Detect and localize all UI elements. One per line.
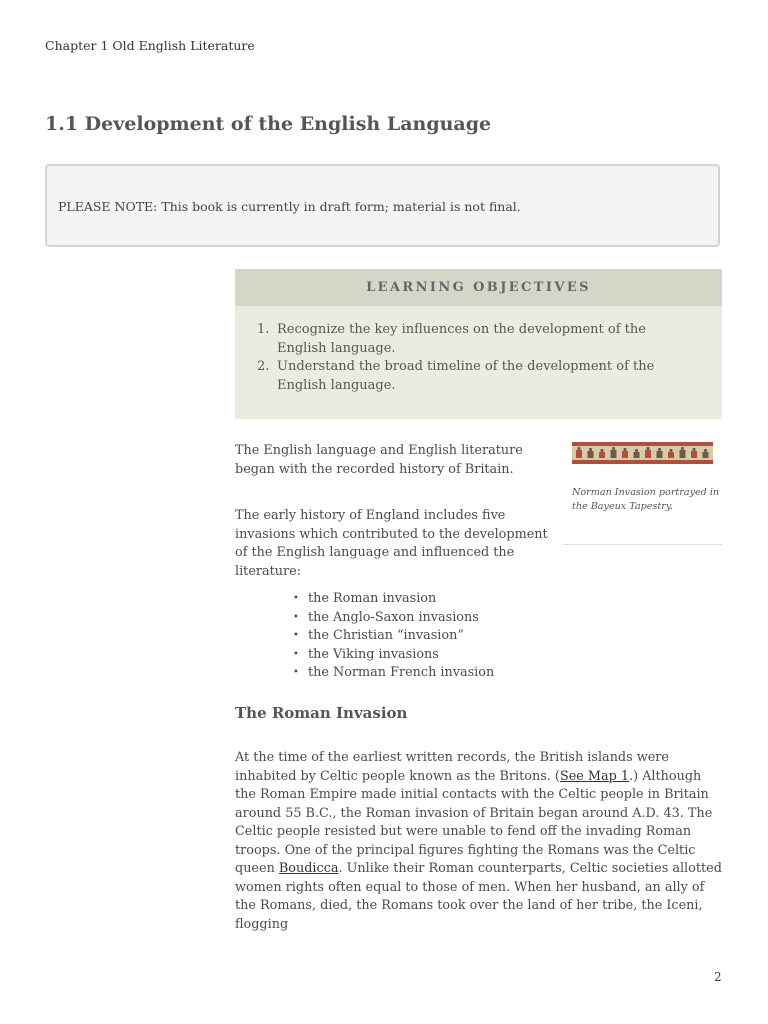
bayeux-figure xyxy=(563,440,722,545)
list-item-text: the Anglo-Saxon invasions xyxy=(308,609,479,625)
paragraph-text: . Unlike their Roman counterparts, Celtic societies allotted women rights often equal to those of men. When her husband, an ally of the Romans, died, the Romans took over the land of her tribe, the Iceni, flogging xyxy=(235,861,722,932)
tapestry-figure-head xyxy=(600,449,603,452)
tapestry-figure xyxy=(588,451,594,458)
paragraph-text: At the time of the earliest written records, the British islands were inhabited by Celtic people known as the Britons. ( xyxy=(235,750,669,784)
list-item-text: the Viking invasions xyxy=(308,646,439,662)
draft-note-box xyxy=(45,164,720,247)
tapestry-figure xyxy=(611,450,617,458)
roman-invasion-heading: The Roman Invasion xyxy=(235,704,408,722)
bullet-icon: • xyxy=(293,648,299,660)
tapestry-figure xyxy=(599,452,605,458)
boudicca-link[interactable]: Boudicca xyxy=(278,861,339,876)
figure-caption: Norman Invasion portrayed in the Bayeux Tapestry. xyxy=(572,487,720,512)
learning-objective-text: Recognize the key influences on the development of the English language. xyxy=(277,322,646,356)
list-item-text: the Christian “invasion” xyxy=(308,628,464,643)
tapestry-figure-head xyxy=(589,448,592,451)
tapestry-figure-head xyxy=(623,448,626,451)
learning-objective-item xyxy=(255,358,675,395)
learning-objective-text: Understand the broad timeline of the development of the English language. xyxy=(277,359,655,393)
roman-invasion-paragraph xyxy=(235,749,725,934)
learning-objectives-heading: LEARNING OBJECTIVES xyxy=(235,269,722,306)
list-item-text: the Roman invasion xyxy=(308,591,437,606)
paragraph-text: .) Although the Roman Empire made initial contacts with the Celtic people in Britain around 55 B.C., the Roman invasion of Britain began around A.D. 43. The Celtic people resisted but were unable to fend off the invading Roman troops. One of the principal figures fighting the Romans was the Celtic queen xyxy=(235,768,713,876)
tapestry-figure xyxy=(622,451,628,458)
tapestry-figure xyxy=(645,450,651,458)
tapestry-figure-head xyxy=(658,448,661,451)
list-item-text: the Norman French invasion xyxy=(308,665,495,680)
list-item xyxy=(293,609,494,628)
tapestry-figure xyxy=(576,450,582,458)
tapestry-figure-head xyxy=(692,448,695,451)
tapestry-figure-head xyxy=(612,447,615,450)
bayeux-tapestry-image[interactable] xyxy=(572,442,713,464)
bullet-icon: • xyxy=(293,611,299,623)
learning-objectives-box xyxy=(235,269,722,419)
running-head: Chapter 1 Old English Literature xyxy=(45,38,255,53)
invasions-list xyxy=(293,590,494,683)
section-title: 1.1 Development of the English Language xyxy=(45,113,492,135)
tapestry-figure xyxy=(668,452,674,458)
tapestry-figure xyxy=(680,450,686,458)
learning-objective-item xyxy=(255,321,675,358)
tapestry-figure-head xyxy=(704,449,707,452)
tapestry-figure-head xyxy=(681,447,684,450)
list-item xyxy=(293,646,494,665)
tapestry-figure-head xyxy=(669,449,672,452)
learning-objective-number: 1. xyxy=(257,322,270,337)
tapestry-figure xyxy=(703,452,709,458)
list-item xyxy=(293,627,494,646)
see-map-1-link[interactable]: See Map 1 xyxy=(559,768,630,784)
list-item xyxy=(293,664,494,683)
tapestry-figure xyxy=(691,451,697,458)
tapestry-figure-head xyxy=(635,449,638,452)
tapestry-figure-head xyxy=(577,447,580,450)
intro-paragraph-2: The early history of England includes five invasions which contributed to the development of the English language and influenced the literature: xyxy=(235,508,548,579)
tapestry-figure xyxy=(657,451,663,458)
page-number: 2 xyxy=(714,970,722,984)
tapestry-figure xyxy=(634,452,640,458)
tapestry-figure-head xyxy=(646,447,649,450)
learning-objective-number: 2. xyxy=(257,359,270,374)
list-item xyxy=(293,590,494,609)
learning-objectives-list xyxy=(255,321,675,395)
draft-note-text: PLEASE NOTE: This book is currently in draft form; material is not final. xyxy=(58,199,521,214)
bullet-icon: • xyxy=(293,667,299,678)
bullet-icon: • xyxy=(293,630,299,641)
intro-paragraph-1: The English language and English literature began with the recorded history of Britain. xyxy=(235,443,523,477)
bullet-icon: • xyxy=(293,593,299,604)
